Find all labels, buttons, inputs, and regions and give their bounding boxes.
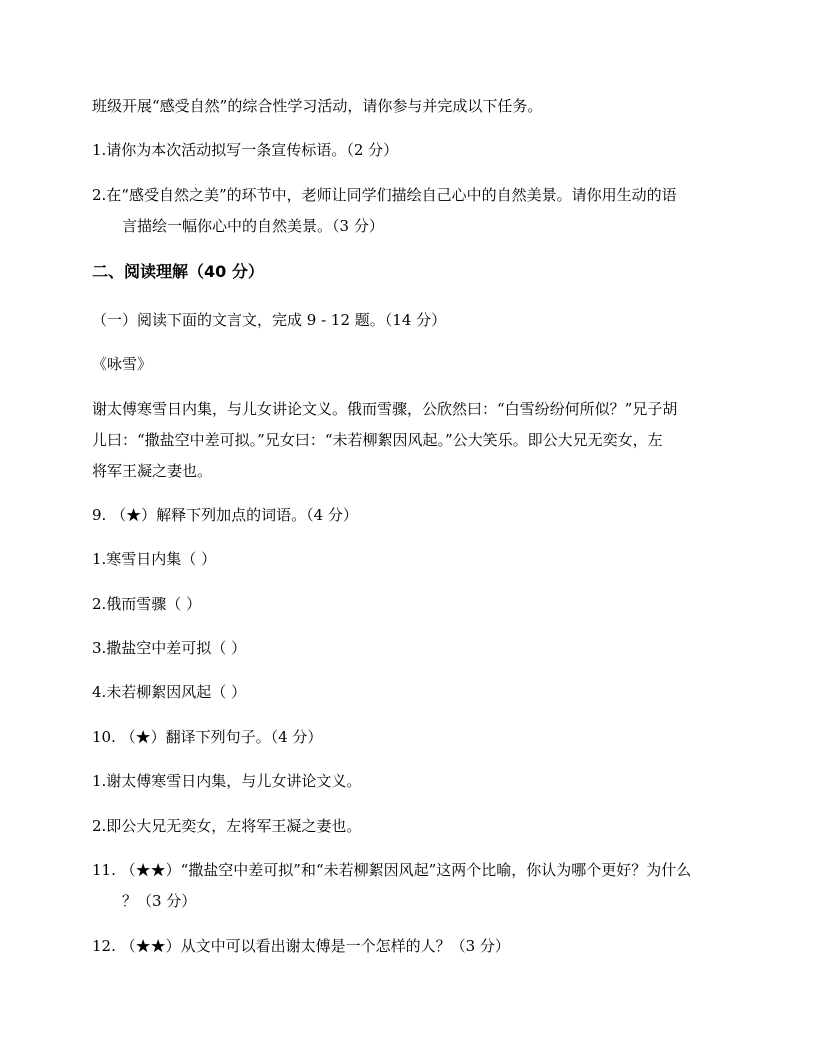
question-10-item-1: 1.谢太傅寒雪日内集，与儿女讲论文义。	[92, 772, 362, 790]
passage-line-2: 儿曰：“撒盐空中差可拟。”兄女曰：“未若柳絮因风起。”公大笑乐。即公大兄无奕女，左	[92, 431, 663, 449]
question-9-item-4: 4.未若柳絮因风起（ ）	[92, 683, 247, 701]
task-2-text: 2.在“感受自然之美”的环节中，老师让同学们描绘自己心中的自然美景。请你用生动的语	[92, 186, 677, 204]
section-heading: 二、阅读理解（40 分）	[92, 262, 264, 281]
passage-line-3: 将军王凝之妻也。	[92, 462, 213, 480]
question-11-text: 11. （★★）“撒盐空中差可拟”和“未若柳絮因风起”这两个比喻，你认为哪个更好？为什么	[92, 861, 692, 879]
passage-title: 《咏雪》	[92, 355, 153, 373]
question-9-item-1: 1.寒雪日内集（ ）	[92, 550, 217, 568]
question-12-text: 12. （★★）从文中可以看出谢太傅是一个怎样的人？（3 分）	[92, 937, 510, 955]
question-11-continuation: ？（3 分）	[122, 892, 197, 910]
question-9-item-2: 2.俄而雪骤（ ）	[92, 595, 202, 613]
question-9-text: 9. （★）解释下列加点的词语。（4 分）	[92, 506, 358, 524]
task-2-continuation: 言描绘一幅你心中的自然美景。（3 分）	[122, 217, 384, 235]
question-10-text: 10. （★）翻译下列句子。（4 分）	[92, 728, 323, 746]
question-10-item-2: 2.即公大兄无奕女，左将军王凝之妻也。	[92, 817, 362, 835]
passage-line-1: 谢太傅寒雪日内集，与儿女讲论文义。俄而雪骤，公欣然曰：“白雪纷纷何所似？”兄子胡	[92, 400, 678, 418]
intro-text: 班级开展“感受自然”的综合性学习活动，请你参与并完成以下任务。	[92, 97, 543, 115]
question-9-item-3: 3.撒盐空中差可拟（ ）	[92, 639, 247, 657]
subsection-heading: （一）阅读下面的文言文，完成 9 - 12 题。（14 分）	[92, 311, 447, 329]
task-1-text: 1.请你为本次活动拟写一条宣传标语。（2 分）	[92, 141, 399, 159]
